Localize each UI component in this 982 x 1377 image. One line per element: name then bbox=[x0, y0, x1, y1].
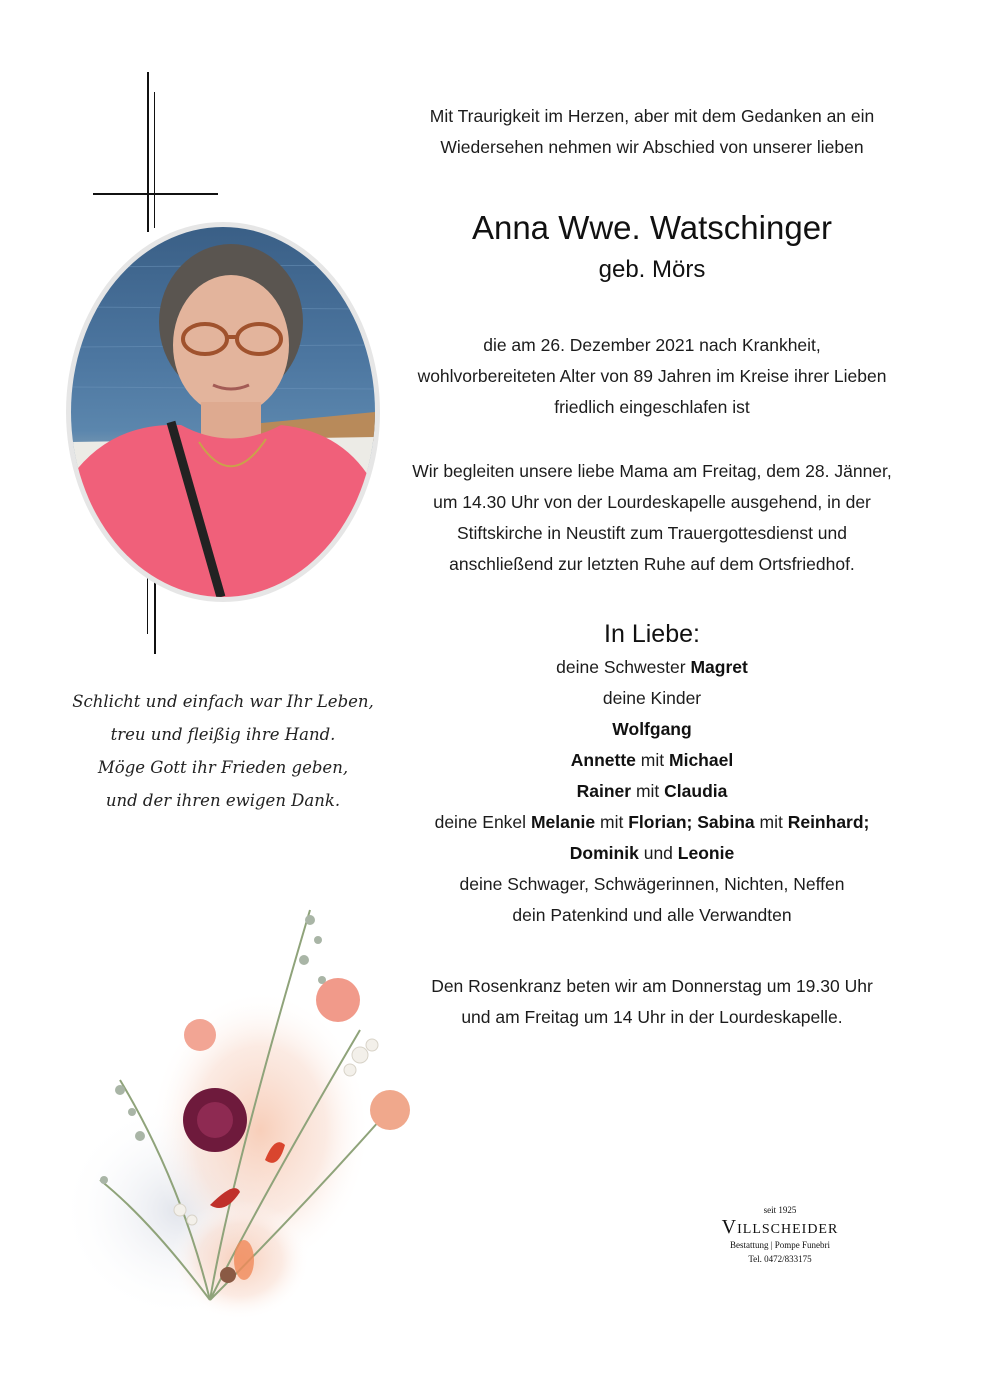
portrait-photo bbox=[66, 222, 380, 602]
conjunction: mit bbox=[600, 812, 624, 832]
funeral-line: Wir begleiten unsere liebe Mama am Freitag, dem 28. Jänner, bbox=[412, 461, 892, 481]
poem-line: treu und fleißig ihre Hand. bbox=[110, 725, 336, 744]
funeral-notice bbox=[396, 456, 908, 580]
rosary-line: Den Rosenkranz beten wir am Donnerstag um 19.30 Uhr bbox=[431, 976, 873, 996]
poem bbox=[60, 685, 386, 817]
logo-since: seit 1925 bbox=[763, 1205, 797, 1215]
death-notice bbox=[396, 330, 908, 423]
funeral-home-logo bbox=[690, 1204, 870, 1266]
conjunction: mit bbox=[759, 812, 783, 832]
portrait-image bbox=[71, 227, 375, 597]
partner-name: Michael bbox=[669, 750, 734, 770]
grandchild-name: Leonie bbox=[677, 843, 735, 863]
children-label: deine Kinder bbox=[602, 688, 702, 708]
poem-line: Schlicht und einfach war Ihr Leben, bbox=[72, 692, 374, 711]
rosary-line: und am Freitag um 14 Uhr in der Lourdeskapelle. bbox=[461, 1007, 843, 1027]
logo-subtitle: Bestattung | Pompe Funebri bbox=[729, 1240, 831, 1250]
deceased-name: Anna Wwe. Watschinger bbox=[471, 209, 833, 246]
intro-block bbox=[396, 101, 908, 163]
mourner-line-child1 bbox=[396, 714, 908, 745]
conjunction: mit bbox=[640, 750, 665, 770]
partner-name: Florian; Sabina bbox=[628, 812, 755, 832]
mourner-line-grandchildren-2 bbox=[396, 838, 908, 869]
mourner-line-sister bbox=[396, 652, 908, 683]
mourner-line-child3 bbox=[396, 776, 908, 807]
grandchild-name: Melanie bbox=[530, 812, 596, 832]
death-line: wohlvorbereiteten Alter von 89 Jahren im Kreise ihrer Lieben bbox=[417, 366, 887, 386]
intro-line: Mit Traurigkeit im Herzen, aber mit dem Gedanken an ein bbox=[429, 106, 875, 126]
deceased-block bbox=[396, 206, 908, 288]
cross-vertical-line-thin bbox=[154, 92, 155, 228]
logo-brand: Villscheider bbox=[721, 1216, 839, 1238]
grandchild-name: Dominik bbox=[569, 843, 639, 863]
funeral-line: Stiftskirche in Neustift zum Trauergottesdienst und bbox=[456, 523, 848, 543]
rosary-notice bbox=[396, 971, 908, 1033]
mourners-heading: In Liebe: bbox=[604, 620, 700, 648]
deceased-birth-name: geb. Mörs bbox=[598, 256, 706, 283]
mourners-list bbox=[396, 616, 908, 931]
death-line: die am 26. Dezember 2021 nach Krankheit, bbox=[483, 335, 821, 355]
mourner-line-grandchildren bbox=[396, 807, 908, 838]
flower-bouquet-illustration bbox=[60, 880, 430, 1350]
grandchildren-label: deine Enkel bbox=[434, 812, 527, 832]
funeral-line: um 14.30 Uhr von der Lourdeskapelle ausgehend, in der bbox=[433, 492, 871, 512]
child-name: Annette bbox=[570, 750, 636, 770]
poem-line: Möge Gott ihr Frieden geben, bbox=[97, 758, 349, 777]
mourner-line-child2 bbox=[396, 745, 908, 776]
cross-vertical-line bbox=[147, 72, 149, 232]
child-name: Rainer bbox=[576, 781, 632, 801]
death-line: friedlich eingeschlafen ist bbox=[554, 397, 750, 417]
sister-name: Magret bbox=[690, 657, 748, 677]
mourner-line-others: deine Schwager, Schwägerinnen, Nichten, Neffen bbox=[459, 874, 845, 894]
mourner-line-others: dein Patenkind und alle Verwandten bbox=[512, 905, 792, 925]
cross-horizontal-line bbox=[93, 193, 218, 195]
intro-line: Wiedersehen nehmen wir Abschied von unserer lieben bbox=[440, 137, 864, 157]
partner-name: Reinhard; bbox=[787, 812, 870, 832]
poem-line: und der ihren ewigen Dank. bbox=[105, 791, 341, 810]
funeral-line: anschließend zur letzten Ruhe auf dem Ortsfriedhof. bbox=[449, 554, 855, 574]
conjunction: und bbox=[643, 843, 673, 863]
sister-label: deine Schwester bbox=[556, 657, 686, 677]
child-name: Wolfgang bbox=[612, 719, 692, 739]
conjunction: mit bbox=[635, 781, 660, 801]
partner-name: Claudia bbox=[664, 781, 728, 801]
logo-phone: Tel. 0472/833175 bbox=[748, 1254, 812, 1264]
